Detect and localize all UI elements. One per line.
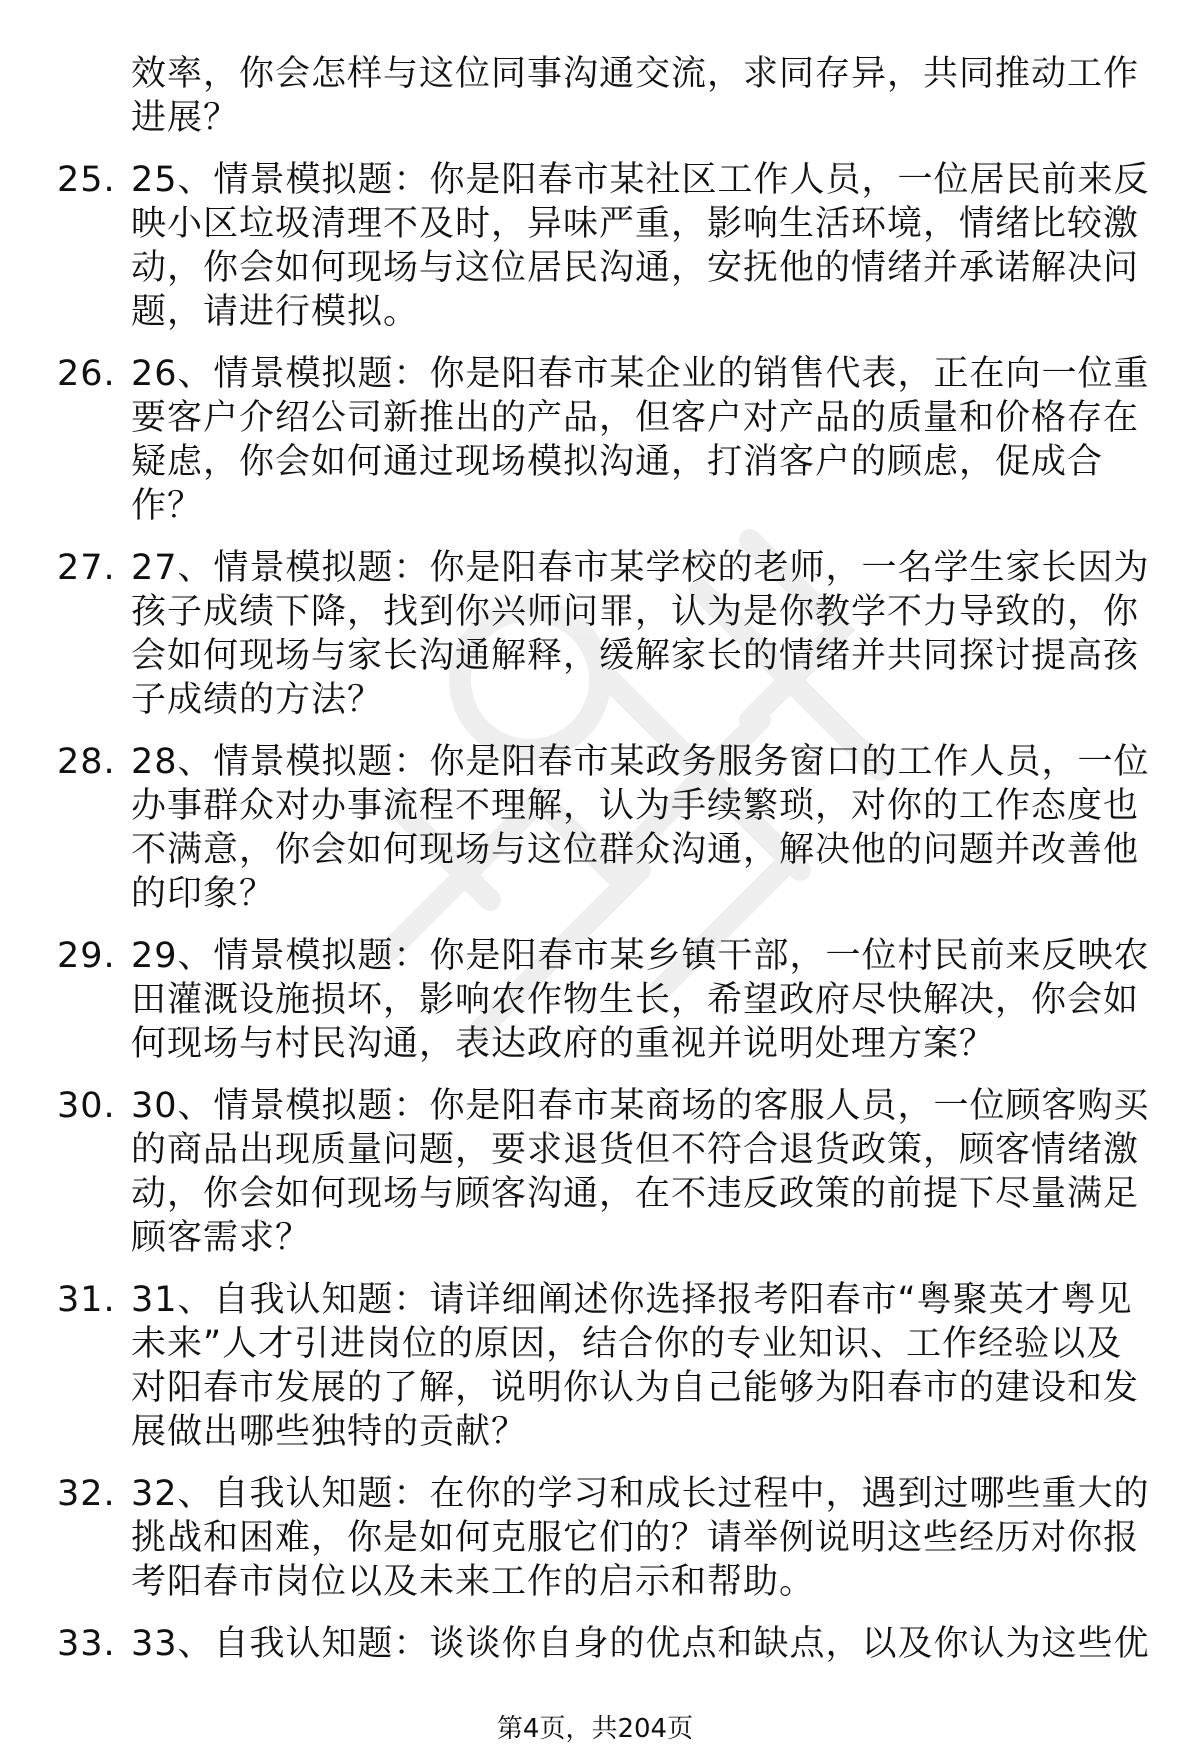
question-number: 30. <box>57 1086 116 1126</box>
question-list <box>0 158 1190 1666</box>
question-item <box>0 1278 1190 1454</box>
question-number: 29. <box>57 936 116 976</box>
page-number-label: 第4页，共204页 <box>496 1714 694 1744</box>
question-number: 32. <box>57 1474 116 1514</box>
question-number: 25. <box>57 160 116 200</box>
question-item <box>0 1472 1190 1604</box>
question-text: 33、自我认知题：谈谈你自身的优点和缺点，以及你认为这些优 <box>131 1624 1150 1664</box>
question-item <box>0 740 1190 916</box>
page-footer <box>0 1713 1190 1745</box>
question-text: 32、自我认知题：在你的学习和成长过程中，遇到过哪些重大的挑战和困难，你是如何克服它们的？请举例说明这些经历对你报考阳春市岗位以及未来工作的启示和帮助。 <box>131 1474 1150 1602</box>
question-text: 30、情景模拟题：你是阳春市某商场的客服人员，一位顾客购买的商品出现质量问题，要求退货但不符合退货政策，顾客情绪激动，你会如何现场与顾客沟通，在不违反政策的前提下尽量满足顾客需求？ <box>131 1086 1150 1258</box>
question-item <box>0 1622 1190 1666</box>
question-text: 25、情景模拟题：你是阳春市某社区工作人员，一位居民前来反映小区垃圾清理不及时，异味严重，影响生活环境，情绪比较激动，你会如何现场与这位居民沟通，安抚他的情绪并承诺解决问题，请进行模拟。 <box>131 160 1150 332</box>
question-number: 33. <box>57 1624 116 1664</box>
question-item <box>0 158 1190 334</box>
question-item <box>0 352 1190 528</box>
question-number: 28. <box>57 742 116 782</box>
question-item <box>0 546 1190 722</box>
question-item <box>0 1084 1190 1260</box>
question-item <box>0 934 1190 1066</box>
previous-question-continuation: 效率，你会怎样与这位同事沟通交流，求同存异，共同推动工作进展？ <box>131 54 1140 138</box>
question-number: 26. <box>57 354 116 394</box>
question-text: 29、情景模拟题：你是阳春市某乡镇干部，一位村民前来反映农田灌溉设施损坏，影响农作物生长，希望政府尽快解决，你会如何现场与村民沟通，表达政府的重视并说明处理方案？ <box>131 936 1150 1064</box>
page-content <box>0 52 1190 1666</box>
question-text: 31、自我认知题：请详细阐述你选择报考阳春市“粤聚英才粤见未来”人才引进岗位的原因，结合你的专业知识、工作经验以及对阳春市发展的了解，说明你认为自己能够为阳春市的建设和发展做出哪些独特的贡献？ <box>131 1280 1140 1452</box>
question-text: 27、情景模拟题：你是阳春市某学校的老师，一名学生家长因为孩子成绩下降，找到你兴师问罪，认为是你教学不力导致的，你会如何现场与家长沟通解释，缓解家长的情绪并共同探讨提高孩子成绩的方法？ <box>131 548 1150 720</box>
question-number: 31. <box>57 1280 116 1320</box>
question-number: 27. <box>57 548 116 588</box>
question-text: 28、情景模拟题：你是阳春市某政务服务窗口的工作人员，一位办事群众对办事流程不理解，认为手续繁琐，对你的工作态度也不满意，你会如何现场与这位群众沟通，解决他的问题并改善他的印象？ <box>131 742 1150 914</box>
question-text: 26、情景模拟题：你是阳春市某企业的销售代表，正在向一位重要客户介绍公司新推出的产品，但客户对产品的质量和价格存在疑虑，你会如何通过现场模拟沟通，打消客户的顾虑，促成合作？ <box>131 354 1150 526</box>
